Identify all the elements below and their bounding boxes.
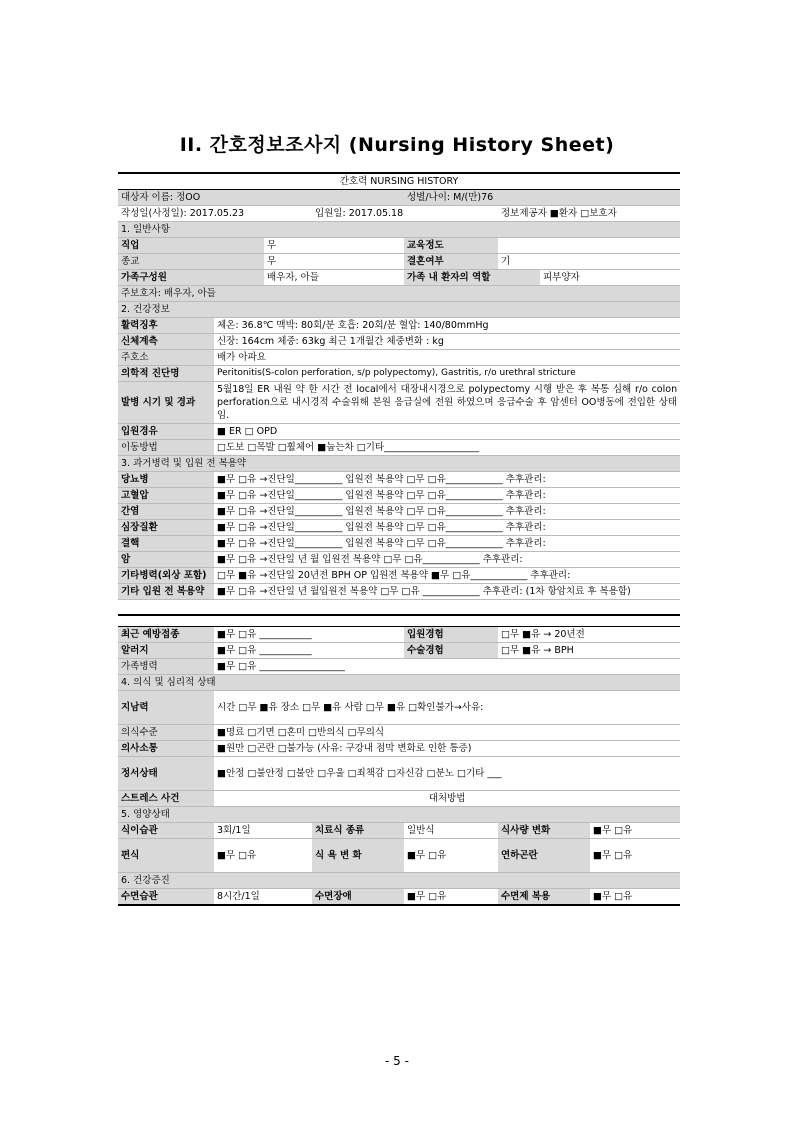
document-title: II. 간호정보조사지 (Nursing History Sheet) <box>179 134 615 156</box>
surgery-exp-label: 수술경험 <box>404 643 498 659</box>
appetite-label: 식 욕 변 화 <box>312 839 404 873</box>
job-value: 무 <box>264 238 404 254</box>
admit-route-label: 입원경유 <box>118 424 214 440</box>
consciousness-label: 의식수준 <box>118 725 214 741</box>
diet-habit-value: 3회/1일 <box>214 823 312 839</box>
diet-habit-label: 식이습관 <box>118 823 214 839</box>
info-provider: 정보제공자 ■환자 □보호자 <box>498 206 680 222</box>
other-meds-value: ■무 □유 →진단일 년 월입원전 복용약 □무 □유 ____________ 추후관리: (1차 항암치료 후 복용함) <box>214 584 680 600</box>
family-history-value: ■무 □유 __________________ <box>214 659 680 675</box>
admit-route-value: ■ ER □ OPD <box>214 424 680 440</box>
patient-name: 대상자 이름: 정OO <box>118 190 404 206</box>
other-history-value: □무 ■유 →진단일 20년전 BPH OP 입원전 복용약 ■무 □유____________ 추후관리: <box>214 568 680 584</box>
body-measure-label: 신체계측 <box>118 334 214 350</box>
history-row-label: 간염 <box>118 504 214 520</box>
sleeping-pill-value: ■무 □유 <box>590 889 680 906</box>
religion-value: 무 <box>264 254 404 270</box>
dysphagia-value: ■무 □유 <box>590 839 680 873</box>
diet-type-label: 치료식 종류 <box>312 823 404 839</box>
assessment-date: 작성일(사정일): 2017.05.23 <box>118 206 312 222</box>
patient-sex-age: 성별/나이: M/(만)76 <box>404 190 680 206</box>
education-value <box>498 238 680 254</box>
history-row-value: ■무 □유 →진단일 년 월 입원전 복용약 □무 □유____________ 추후관리: <box>214 552 680 568</box>
section-nutrition: 5. 영양상태 <box>118 807 680 823</box>
history-row-value: ■무 □유 →진단일__________ 입원전 복용약 □무 □유____________ 추후관리: <box>214 536 680 552</box>
sleep-disorder-value: ■무 □유 <box>404 889 498 906</box>
onset-value: 5월18일 ER 내원 약 한 시간 전 local에서 대장내시경으로 polypectomy 시행 받은 후 복통 심해 r/o colon perforation으로 내시경적 수술위해 본원 응급실에 전원 하였으며 응급수술 후 암센터 OO병동에 전입한 상태임. <box>214 382 680 424</box>
page-number: - 5 - <box>385 1054 409 1068</box>
spacer-row <box>118 615 680 627</box>
job-label: 직업 <box>118 238 264 254</box>
surgery-exp-value: □무 ■유 → BPH <box>498 643 680 659</box>
vital-signs-label: 활력징후 <box>118 318 214 334</box>
chief-complaint-value: 배가 아파요 <box>214 350 680 366</box>
coping-label: 대처방법 <box>214 791 680 807</box>
history-table <box>118 172 680 906</box>
vaccination-value: ■무 □유 ___________ <box>214 627 404 643</box>
onset-label: 발병 시기 및 경과 <box>118 382 214 424</box>
sleep-disorder-label: 수면장애 <box>312 889 404 906</box>
dysphagia-label: 연하곤란 <box>498 839 590 873</box>
stress-label: 스트레스 사건 <box>118 791 214 807</box>
other-history-label: 기타병력(외상 포함) <box>118 568 214 584</box>
section-health: 2. 건강정보 <box>118 302 680 318</box>
history-row-label: 결핵 <box>118 536 214 552</box>
allergy-label: 알러지 <box>118 643 214 659</box>
family-role-value: 피부양자 <box>540 270 680 286</box>
diagnosis-label: 의학적 진단명 <box>118 366 214 382</box>
form-header: 간호력 NURSING HISTORY <box>118 173 680 190</box>
marital-label: 결혼여부 <box>404 254 498 270</box>
religion-label: 종교 <box>118 254 264 270</box>
history-row-value: ■무 □유 →진단일__________ 입원전 복용약 □무 □유____________ 추후관리: <box>214 520 680 536</box>
picky-label: 편식 <box>118 839 214 873</box>
vital-signs-value: 체온: 36.8℃ 맥박: 80회/분 호흡: 20회/분 혈압: 140/80mmHg <box>214 318 680 334</box>
history-row-label: 당뇨병 <box>118 472 214 488</box>
admission-exp-value: □무 ■유 → 20년전 <box>498 627 680 643</box>
allergy-value: ■무 □유 ___________ <box>214 643 404 659</box>
marital-value: 기 <box>498 254 680 270</box>
blank-row <box>118 600 680 616</box>
section-history: 3. 과거병력 및 입원 전 복용약 <box>118 456 680 472</box>
family-label: 가족구성원 <box>118 270 264 286</box>
family-value: 배우자, 아들 <box>264 270 404 286</box>
consciousness-value: ■명료 □기면 □혼미 □반의식 □무의식 <box>214 725 680 741</box>
history-row-label: 암 <box>118 552 214 568</box>
appetite-value: ■무 □유 <box>404 839 498 873</box>
vaccination-label: 최근 예방접종 <box>118 627 214 643</box>
sleep-label: 수면습관 <box>118 889 214 906</box>
transport-value: □도보 □목발 □휠체어 ■눕는차 □기타____________________ <box>214 440 680 456</box>
history-row-value: ■무 □유 →진단일__________ 입원전 복용약 □무 □유____________ 추후관리: <box>214 472 680 488</box>
diagnosis-value: Peritonitis(S-colon perforation, s/p polypectomy), Gastritis, r/o urethral stricture <box>214 366 680 382</box>
sleeping-pill-label: 수면제 복용 <box>498 889 590 906</box>
history-row-value: ■무 □유 →진단일__________ 입원전 복용약 □무 □유____________ 추후관리: <box>214 504 680 520</box>
diet-type-value: 일반식 <box>404 823 498 839</box>
meal-change-label: 식사량 변화 <box>498 823 590 839</box>
section-general: 1. 일반사항 <box>118 222 680 238</box>
family-history-label: 가족병력 <box>118 659 214 675</box>
meal-change-value: ■무 □유 <box>590 823 680 839</box>
history-row-value: ■무 □유 →진단일__________ 입원전 복용약 □무 □유____________ 추후관리: <box>214 488 680 504</box>
section-health-promotion: 6. 건강증진 <box>118 873 680 889</box>
education-label: 교육정도 <box>404 238 498 254</box>
orientation-value: 시간 □무 ■유 장소 □무 ■유 사람 □무 ■유 □확인불가→사유: <box>214 691 680 725</box>
section-mental: 4. 의식 및 심리적 상태 <box>118 675 680 691</box>
chief-complaint-label: 주호소 <box>118 350 214 366</box>
emotional-label: 정서상태 <box>118 757 214 791</box>
nursing-history-form <box>118 172 680 906</box>
picky-value: ■무 □유 <box>214 839 312 873</box>
communication-value: ■원만 □곤란 □불가능 (사유: 구강내 점막 변화로 인한 통증) <box>214 741 680 757</box>
admission-exp-label: 입원경험 <box>404 627 498 643</box>
history-row-label: 고혈압 <box>118 488 214 504</box>
communication-label: 의사소통 <box>118 741 214 757</box>
history-row-label: 심장질환 <box>118 520 214 536</box>
orientation-label: 지남력 <box>118 691 214 725</box>
transport-label: 이동방법 <box>118 440 214 456</box>
emotional-value: ■안정 □불안정 □불안 □우울 □죄책감 □자신감 □분노 □기타 ___ <box>214 757 680 791</box>
other-meds-label: 기타 입원 전 복용약 <box>118 584 214 600</box>
caregiver: 주보호자: 배우자, 아들 <box>118 286 680 302</box>
body-measure-value: 신장: 164cm 체중: 63kg 최근 1개월간 체중변화 : kg <box>214 334 680 350</box>
admission-date: 입원일: 2017.05.18 <box>312 206 498 222</box>
sleep-value: 8시간/1일 <box>214 889 312 906</box>
family-role-label: 가족 내 환자의 역할 <box>404 270 540 286</box>
